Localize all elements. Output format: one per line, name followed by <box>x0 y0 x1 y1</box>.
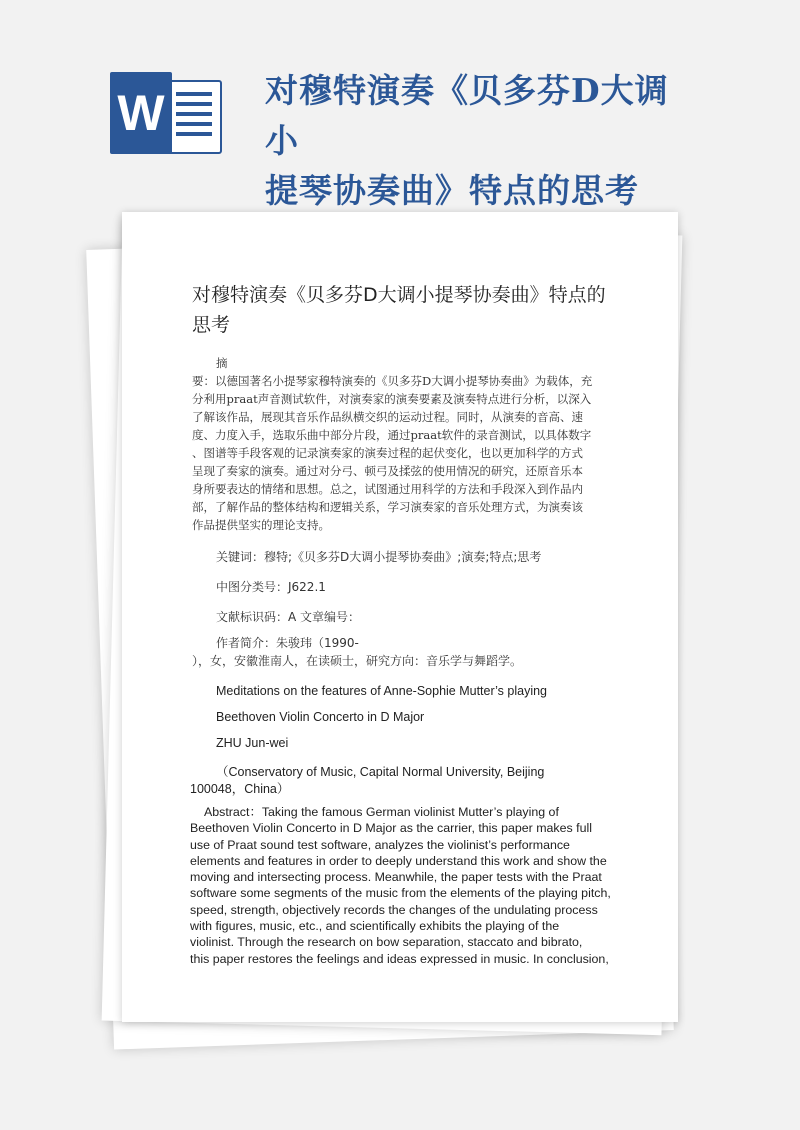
word-document-icon <box>110 72 220 154</box>
abstract-cn-line: 要：以德国著名小提琴家穆特演奏的《贝多芬D大调小提琴协奏曲》为载体，充 <box>192 374 593 388</box>
english-author: ZHU Jun-wei <box>216 736 289 750</box>
author-bio-line-1: 作者简介：朱骏玮（1990- <box>216 636 359 650</box>
document-page <box>122 212 678 1022</box>
english-title-line-2: Beethoven Violin Concerto in D Major <box>216 710 425 724</box>
abstract-cn-line: 部，了解作品的整体结构和逻辑关系，学习演奏家的音乐处理方式，为演奏该 <box>192 500 583 514</box>
abstract-cn-line: 身所要表达的情绪和思想。总之，试图通过用科学的方法和手段深入到作品内 <box>192 482 583 496</box>
abstract-cn-lead: 摘 <box>216 356 228 370</box>
word-letter-badge: W <box>110 72 172 154</box>
abstract-en-line: use of Praat sound test software, analyzes the violinist’s performance <box>190 837 570 852</box>
abstract-english <box>190 804 636 967</box>
abstract-en-line: Abstract：Taking the famous German violinist Mutter’s playing of <box>204 805 559 819</box>
abstract-cn-line: 作品提供坚实的理论支持。 <box>192 518 330 532</box>
abstract-cn-line: 了解该作品，展现其音乐作品纵横交织的运动过程。同时，从演奏的音高、速 <box>192 410 583 424</box>
banner-title-line-2: 提琴协奏曲》特点的思考 <box>265 171 639 210</box>
document-title <box>192 280 632 340</box>
english-affiliation-line-2: 100048，China） <box>190 782 290 796</box>
abstract-en-line: speed, strength, objectively records the changes of the undulating process <box>190 902 598 917</box>
abstract-en-line: violinist. Through the research on bow separation, staccato and bibrato, <box>190 935 583 950</box>
document-title-line-1: 对穆特演奏《贝多芬D大调小提琴协奏曲》特点的 <box>192 284 606 306</box>
document-code: 文献标识码：A 文章编号： <box>216 610 361 624</box>
document-title-line-2: 思考 <box>192 314 231 336</box>
abstract-en-line: this paper restores the feelings and ideas expressed in music. In conclusion, <box>190 951 609 966</box>
author-bio-line-2: ），女，安徽淮南人，在读硕士，研究方向：音乐学与舞蹈学。 <box>192 654 523 668</box>
abstract-cn-line: 度、力度入手，选取乐曲中部分片段，通过praat软件的录音测试，以具体数字 <box>192 428 592 442</box>
abstract-chinese <box>192 354 636 534</box>
abstract-en-line: elements and features in order to deeply understand this work and show the <box>190 853 607 868</box>
banner-title <box>265 66 685 216</box>
author-bio <box>192 634 632 670</box>
abstract-cn-line: 分利用praat声音测试软件，对演奏家的演奏要素及演奏特点进行分析，以深入 <box>192 392 592 406</box>
abstract-cn-line: 呈现了奏家的演奏。通过对分弓、顿弓及揉弦的使用情况的研究，还原音乐本 <box>192 464 583 478</box>
banner-title-line-1: 对穆特演奏《贝多芬D大调小 <box>265 71 669 160</box>
abstract-en-line: with figures, music, etc., and scientifically exhibits the playing of the <box>190 919 560 934</box>
english-title-line-1: Meditations on the features of Anne-Sophie Mutter’s playing <box>216 684 547 698</box>
abstract-en-line: Beethoven Violin Concerto in D Major as the carrier, this paper makes full <box>190 821 592 836</box>
abstract-en-line: software some segments of the music from the elements of the playing pitch, <box>190 886 611 901</box>
abstract-en-line: moving and intersecting process. Meanwhile, the paper tests with the Praat <box>190 870 602 885</box>
abstract-cn-line: 、图谱等手段客观的记录演奏家的演奏过程的起伏变化，也以更加科学的方式 <box>192 446 583 460</box>
english-affiliation-line-1: （Conservatory of Music, Capital Normal University, Beijing <box>216 765 545 779</box>
keywords: 关键词：穆特;《贝多芬D大调小提琴协奏曲》;演奏;特点;思考 <box>216 550 542 564</box>
classification-number: 中图分类号：J622.1 <box>216 580 326 594</box>
